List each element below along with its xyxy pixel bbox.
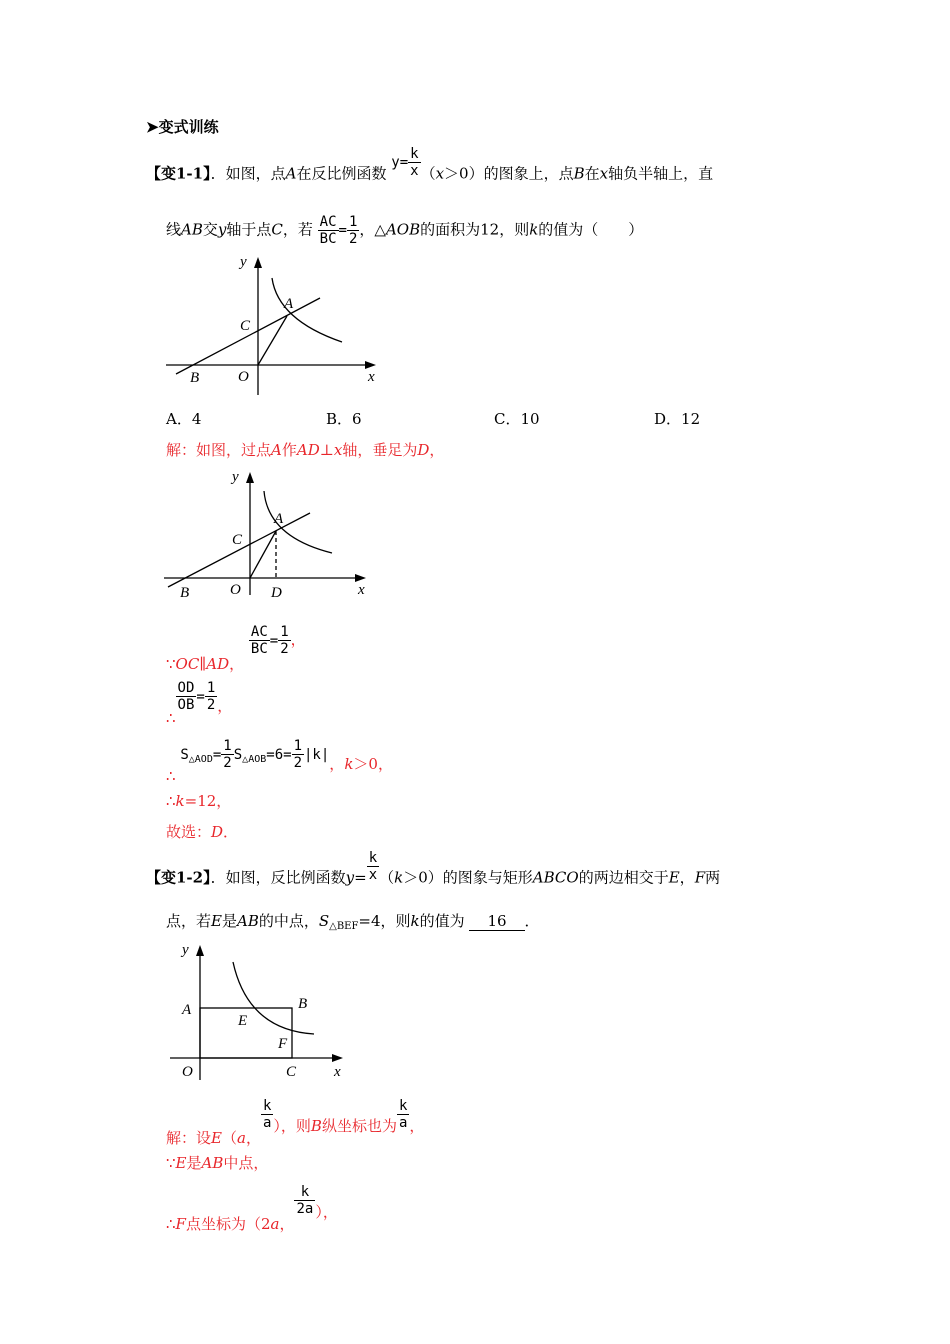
problem-tag: 【变1-2】	[146, 868, 211, 887]
solution-1-line-6: 故选：D．	[166, 823, 239, 841]
label-C: C	[240, 318, 251, 334]
option-b: B．6	[326, 410, 362, 428]
label-x: x	[358, 582, 365, 598]
label-O: O	[230, 582, 241, 598]
label-F: F	[278, 1036, 288, 1052]
section-heading: ➤变式训练	[146, 118, 219, 136]
solution-1-line-3: ∴ $\frac{OD}{OB}$ = $\frac{1}{2}$ ，	[166, 680, 233, 727]
label-O: O	[238, 369, 249, 385]
label-A: A	[274, 511, 284, 527]
solution-1-line-1: 解：如图，过点A作AD⊥x轴，垂足为D，	[166, 441, 445, 459]
label-B: B	[298, 996, 308, 1012]
problem-tag: 【变1-1】	[146, 164, 211, 183]
label-x: x	[368, 369, 375, 385]
problem-1-2-line-2: 点，若E是AB的中点，$S_{\triangle BEF}=4$，则k的值为 16 ．	[166, 912, 540, 932]
label-C: C	[286, 1064, 297, 1080]
label-y: y	[240, 254, 247, 270]
label-A: A	[182, 1002, 192, 1018]
solution-1-line-5: ∴k=12，	[166, 792, 232, 810]
problem-1-2-line-1: 【变1-2】．如图，反比例函数y= $\frac{k}{x}$ （k＞0）的图象与矩形ABCO的两边相交于E，F两	[146, 850, 721, 887]
fraction: $\frac{k}{x}$	[410, 146, 419, 179]
problem-1-1-line-1: 【变1-1】．如图，点A在反比例函数 y= $\frac{k}{x}$ （x＞0）的图象上，点B在x轴负半轴上，直	[146, 146, 714, 183]
label-O: O	[182, 1064, 193, 1080]
label-x: x	[334, 1064, 341, 1080]
solution-1-line-4: ∴ $S_{\triangle AOD}=$ $\frac{1}{2}$ $S_{\triangle AOB}=6=$ $\frac{1}{2}$ |k|，k＞0，	[166, 738, 393, 785]
label-y: y	[182, 942, 189, 958]
figure-1-2	[160, 938, 360, 1083]
label-B: B	[190, 370, 200, 386]
label-E: E	[238, 1013, 248, 1029]
label-C: C	[232, 532, 243, 548]
figure-1-1-solution	[160, 465, 380, 605]
solution-1-line-2: ∵OC∥AD， $\frac{AC}{BC}$ = $\frac{1}{2}$ ，	[166, 624, 306, 673]
problem-1-1-line-2: 线AB交y轴于点C，若 $\frac{AC}{BC}$ = $\frac{1}{2}$ ，△AOB的面积为12，则k的值为（ ）	[166, 214, 644, 247]
label-D: D	[271, 585, 282, 601]
function-expression: y= $\frac{k}{x}$	[391, 146, 419, 179]
solution-2-line-3: ∴F点坐标为（2a， $\frac{k}{2a}$ ），	[166, 1184, 338, 1233]
label-B: B	[180, 585, 190, 601]
ratio-value: $\frac{1}{2}$	[348, 214, 358, 247]
option-d: D．12	[654, 410, 701, 428]
label-A: A	[284, 296, 294, 312]
solution-2-line-1: 解：设E（a， $\frac{k}{a}$ ），则B纵坐标也为 $\frac{k}{a}$ ，	[166, 1098, 425, 1147]
ratio-fraction: $\frac{AC}{BC}$	[319, 214, 337, 247]
option-a: A．4	[166, 410, 202, 428]
figure-1-1	[160, 250, 390, 400]
option-c: C．10	[494, 410, 540, 428]
solution-2-line-2: ∵E是AB中点，	[166, 1154, 269, 1172]
label-y: y	[232, 469, 239, 485]
answer-blank: 16	[469, 913, 524, 931]
